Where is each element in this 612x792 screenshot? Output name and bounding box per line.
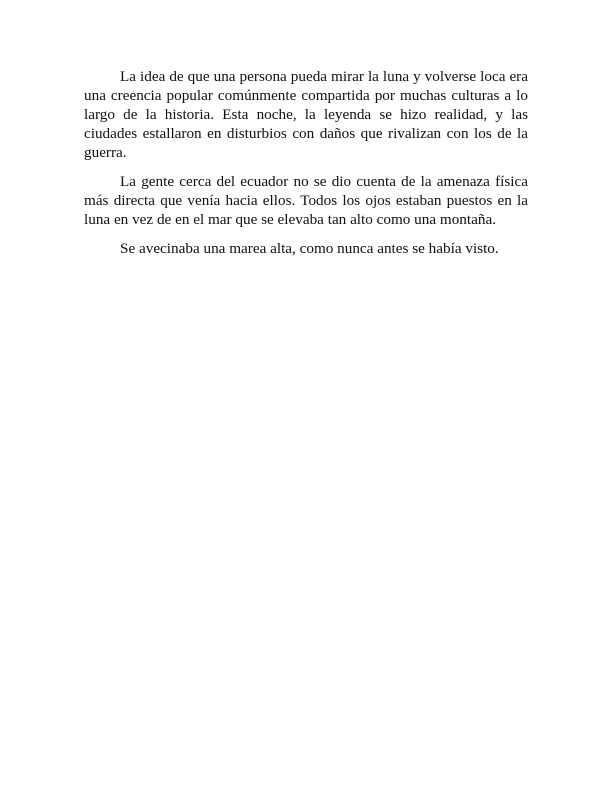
paragraph-1: La idea de que una persona pueda mirar la luna y volverse loca era una creencia popular comúnmente compartida por muchas culturas a lo largo de la historia. Esta noche, la leyenda se hizo realidad, y las ciudades estallaron en disturbios con daños que rivalizan con los de la guerra.: [84, 68, 528, 161]
document-body: [84, 67, 528, 268]
paragraph-2: La gente cerca del ecuador no se dio cuenta de la amenaza física más directa que venía hacia ellos. Todos los ojos estaban puestos en la luna en vez de en el mar que se elevaba tan alto como una montaña.: [84, 173, 528, 228]
paragraph-3: Se avecinaba una marea alta, como nunca antes se había visto.: [120, 240, 499, 257]
